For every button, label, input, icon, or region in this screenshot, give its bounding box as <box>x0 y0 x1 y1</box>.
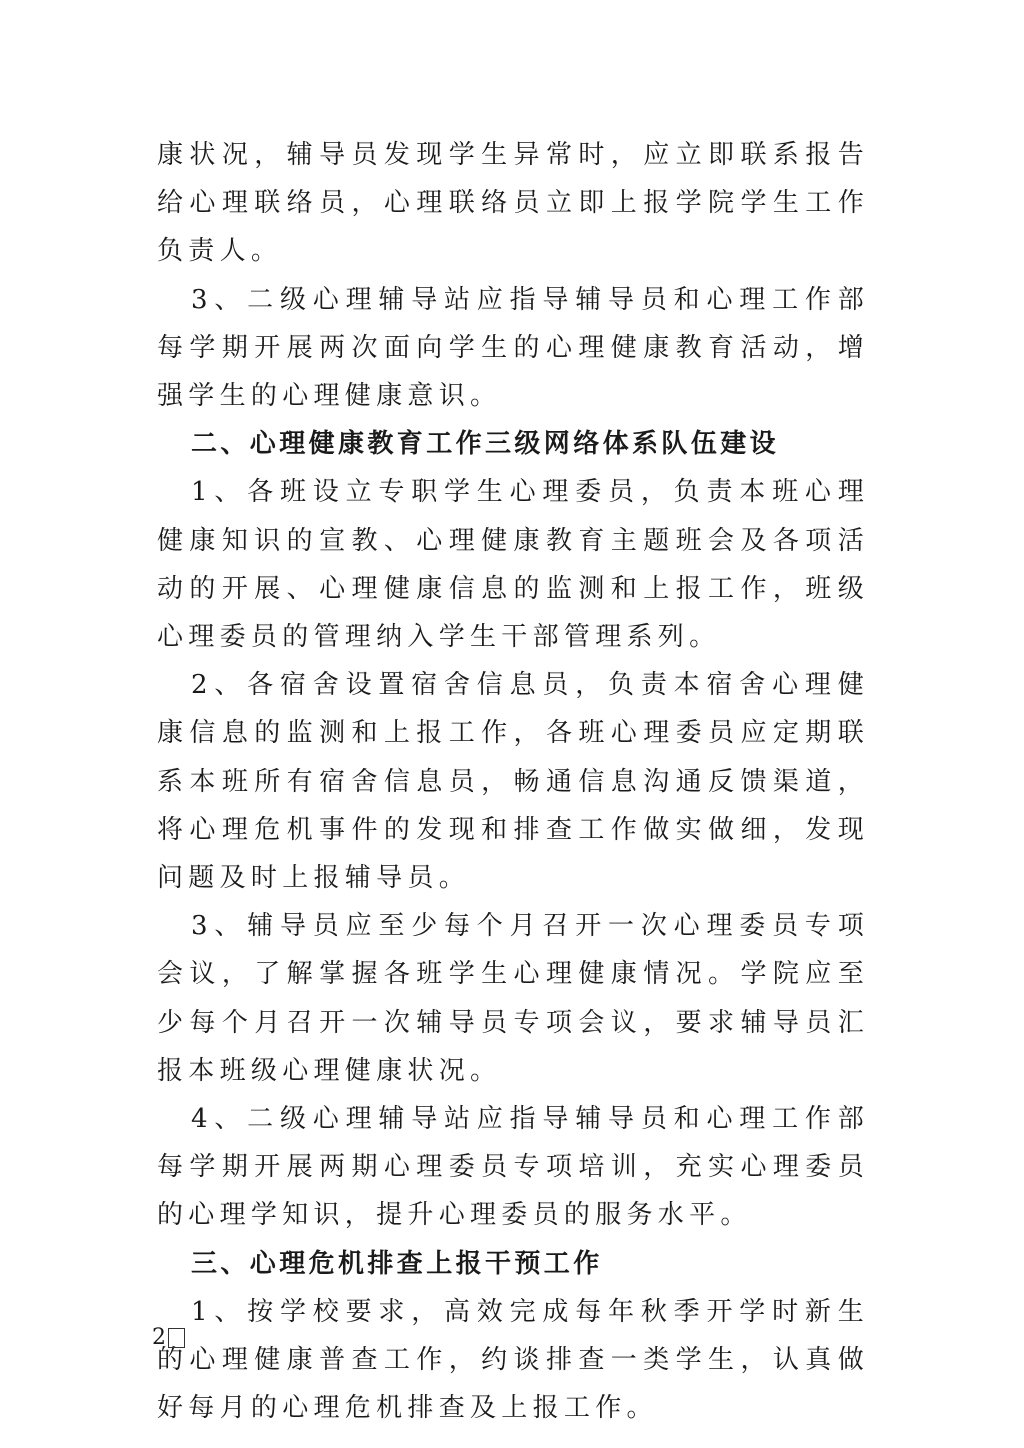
paragraph-item-1: 1、各班设立专职学生心理委员，负责本班心理健康知识的宣教、心理健康教育主题班会及各项活动的开展、心理健康信息的监测和上报工作，班级心理委员的管理纳入学生干部管理系列。 <box>157 477 869 653</box>
document-body <box>157 131 869 1432</box>
paragraph-continuation: 康状况，辅导员发现学生异常时，应立即联系报告给心理联络员，心理联络员立即上报学院学生工作负责人。 <box>157 140 869 267</box>
paragraph-item-2: 2、各宿舍设置宿舍信息员，负责本宿舍心理健康信息的监测和上报工作，各班心理委员应定期联系本班所有宿舍信息员，畅通信息沟通反馈渠道，将心理危机事件的发现和排查工作做实做细，发现问题及时上报辅导员。 <box>157 670 869 894</box>
paragraph-item-4: 4、二级心理辅导站应指导辅导员和心理工作部每学期开展两期心理委员专项培训，充实心理委员的心理学知识，提升心理委员的服务水平。 <box>157 1104 869 1231</box>
page-footer <box>152 1326 185 1350</box>
section-heading-3: 三、心理危机排查上报干预工作 <box>191 1248 603 1279</box>
page-number: 2 <box>152 1325 166 1350</box>
paragraph-item-3b: 3、辅导员应至少每个月召开一次心理委员专项会议，了解掌握各班学生心理健康情况。学院应至少每个月召开一次辅导员专项会议，要求辅导员汇报本班级心理健康状况。 <box>157 911 869 1086</box>
paragraph-item-1b: 1、按学校要求，高效完成每年秋季开学时新生的心理健康普查工作，约谈排查一类学生，认真做好每月的心理危机排查及上报工作。 <box>157 1296 869 1424</box>
paragraph-item-3: 3、二级心理辅导站应指导辅导员和心理工作部每学期开展两次面向学生的心理健康教育活动，增强学生的心理健康意识。 <box>157 284 869 412</box>
section-heading-2: 二、心理健康教育工作三级网络体系队伍建设 <box>191 429 780 460</box>
page-number-box <box>168 1328 185 1348</box>
